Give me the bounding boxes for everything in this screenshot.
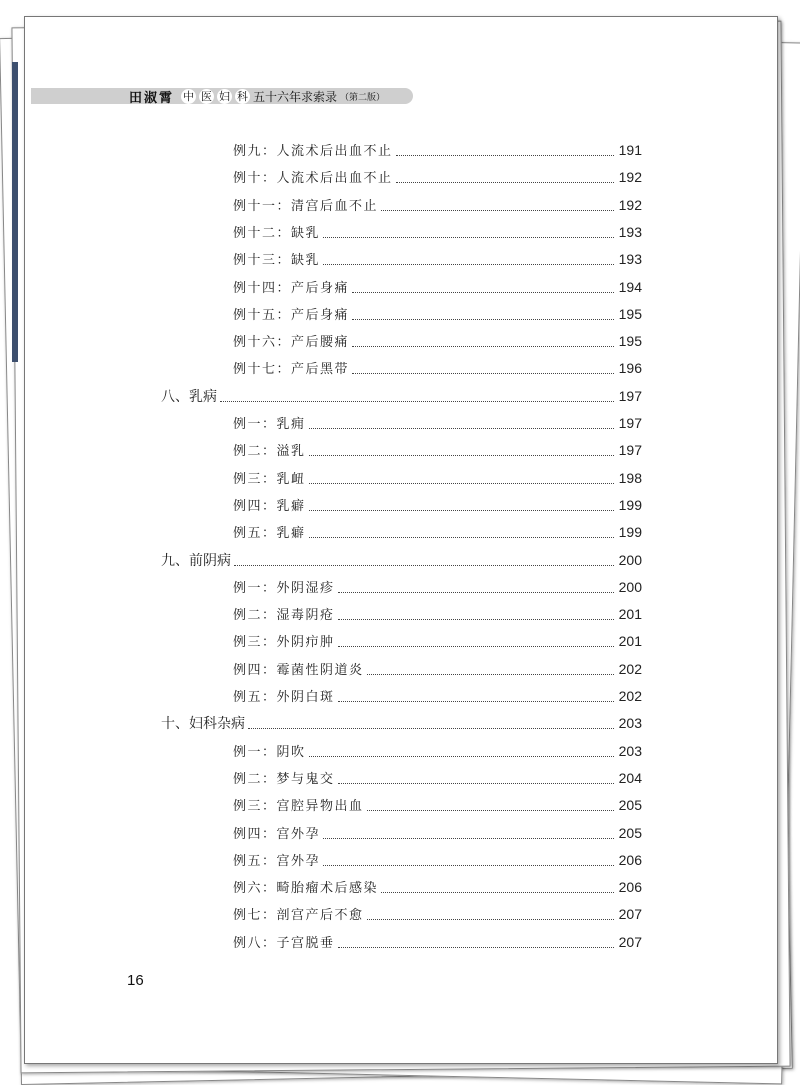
- toc-entry: [233, 522, 642, 542]
- entry-title: 例十三：缺乳: [233, 253, 321, 269]
- dot-leader: [309, 755, 614, 757]
- entry-page: 194: [618, 278, 642, 295]
- dot-leader: [323, 864, 614, 866]
- toc-entry: [233, 222, 642, 242]
- dot-leader: [323, 263, 614, 265]
- entry-page: 203: [618, 742, 642, 759]
- entry-title: 例二：溢乳: [233, 444, 306, 460]
- entry-title: 例十二：缺乳: [233, 225, 321, 241]
- entry-page: 201: [618, 633, 642, 650]
- entry-page: 192: [618, 196, 642, 213]
- entry-page: 197: [618, 415, 642, 431]
- entry-title: 例二：湿毒阴疮: [233, 608, 335, 624]
- entry-page: 193: [618, 223, 642, 240]
- toc-entry: [233, 631, 642, 651]
- toc-entry: [233, 413, 642, 433]
- toc-entry: [233, 741, 642, 761]
- toc-entry: [233, 823, 642, 843]
- toc-entry: [233, 249, 642, 269]
- entry-title: 例十七：产后黑带: [233, 362, 350, 378]
- toc-section: [161, 386, 642, 406]
- entry-page: 191: [618, 142, 642, 158]
- entry-page: 202: [618, 688, 642, 704]
- toc-entry: [233, 140, 642, 160]
- dot-leader: [338, 645, 614, 647]
- entry-title: 例一：乳痈: [233, 417, 306, 432]
- entry-title: 例三：外阴疖肿: [233, 635, 335, 651]
- book-title: 五十六年求索录: [253, 89, 338, 104]
- entry-page: 196: [618, 360, 642, 377]
- entry-title: 例三：宫腔异物出血: [233, 799, 364, 815]
- dot-leader: [338, 946, 614, 948]
- toc-entry: [233, 304, 642, 324]
- toc-entry: [233, 495, 642, 515]
- entry-title: 例十：人流术后出血不止: [233, 171, 393, 187]
- dot-leader: [309, 427, 614, 429]
- entry-page: 200: [618, 578, 642, 595]
- toc-entry: [233, 468, 642, 488]
- dot-leader: [352, 372, 614, 374]
- header-char: 医: [201, 89, 213, 103]
- entry-page: 207: [618, 906, 642, 923]
- toc-section: [161, 550, 642, 570]
- entry-page: 203: [618, 715, 642, 732]
- header-char: 中: [183, 89, 195, 103]
- entry-page: 205: [618, 797, 642, 814]
- toc-entry: [233, 659, 642, 679]
- header-char: 妇: [219, 89, 231, 103]
- entry-title: 例五：乳癖: [233, 526, 306, 542]
- entry-page: 204: [618, 769, 642, 786]
- cover-edge: [12, 62, 18, 362]
- toc-entry: [233, 440, 642, 460]
- dot-leader: [338, 591, 614, 593]
- entry-title: 十、妇科杂病: [161, 716, 245, 733]
- entry-title: 例五：宫外孕: [233, 853, 321, 869]
- dot-leader: [381, 209, 614, 211]
- entry-title: 例二：梦与鬼交: [233, 771, 335, 787]
- toc-entry: [233, 358, 642, 378]
- dot-leader: [396, 181, 614, 183]
- entry-title: 例五：外阴白斑: [233, 690, 335, 705]
- dot-leader: [220, 400, 614, 402]
- toc-entry: [233, 167, 642, 187]
- dot-leader: [367, 673, 614, 675]
- entry-title: 例十六：产后腰痛: [233, 335, 350, 351]
- entry-title: 例四：霉菌性阴道炎: [233, 662, 364, 678]
- book-page: [24, 16, 778, 1064]
- toc-section: [161, 713, 642, 733]
- entry-page: 206: [618, 879, 642, 896]
- entry-title: 例十五：产后身痛: [233, 307, 350, 323]
- header-char: 科: [237, 89, 249, 103]
- entry-page: 193: [618, 251, 642, 268]
- author-name: 田淑霄: [129, 90, 175, 106]
- entry-title: 例九：人流术后出血不止: [233, 144, 393, 159]
- dot-leader: [381, 891, 614, 893]
- dot-leader: [309, 454, 614, 456]
- running-header: [129, 88, 385, 104]
- dot-leader: [338, 618, 614, 620]
- entry-page: 206: [618, 851, 642, 868]
- dot-leader: [323, 837, 614, 839]
- entry-title: 例一：外阴湿疹: [233, 580, 335, 596]
- toc-entry: [233, 850, 642, 870]
- toc-entry: [233, 932, 642, 952]
- dot-leader: [234, 564, 614, 566]
- entry-title: 八、乳病: [161, 388, 217, 405]
- entry-title: 例一：阴吹: [233, 744, 306, 760]
- dot-leader: [309, 536, 614, 538]
- entry-title: 例八：子宫脱垂: [233, 935, 335, 951]
- toc-entry: [233, 331, 642, 351]
- dot-leader: [352, 318, 614, 320]
- dot-leader: [338, 700, 614, 702]
- entry-page: 201: [618, 606, 642, 623]
- toc-entry: [233, 904, 642, 924]
- dot-leader: [367, 918, 614, 920]
- entry-page: 197: [618, 387, 642, 404]
- entry-page: 197: [618, 442, 642, 459]
- toc-entry: [233, 686, 642, 706]
- entry-page: 199: [618, 496, 642, 513]
- dot-leader: [309, 482, 614, 484]
- entry-page: 205: [618, 824, 642, 841]
- dot-leader: [352, 291, 614, 293]
- entry-title: 例六：畸胎瘤术后感染: [233, 881, 379, 897]
- entry-title: 例四：宫外孕: [233, 826, 321, 842]
- entry-page: 202: [618, 660, 642, 677]
- entry-title: 例七：剖宫产后不愈: [233, 908, 364, 924]
- toc-entry: [233, 768, 642, 788]
- dot-leader: [338, 782, 614, 784]
- entry-title: 例三：乳衄: [233, 471, 306, 487]
- toc-entry: [233, 277, 642, 297]
- entry-page: 195: [618, 333, 642, 350]
- entry-page: 198: [618, 469, 642, 486]
- dot-leader: [352, 345, 614, 347]
- entry-page: 199: [618, 524, 642, 541]
- entry-title: 例四：乳癖: [233, 498, 306, 514]
- toc-entry: [233, 577, 642, 597]
- dot-leader: [323, 236, 614, 238]
- page-number: 16: [127, 972, 144, 989]
- entry-page: 207: [618, 933, 642, 950]
- dot-leader: [367, 809, 614, 811]
- edition: （第二版）: [340, 92, 386, 103]
- entry-title: 例十四：产后身痛: [233, 280, 350, 296]
- dot-leader: [248, 727, 614, 729]
- entry-title: 例十一：清宫后血不止: [233, 198, 379, 214]
- entry-title: 九、前阴病: [161, 552, 231, 569]
- entry-page: 195: [618, 305, 642, 322]
- dot-leader: [396, 154, 614, 156]
- dot-leader: [309, 509, 614, 511]
- toc-entry: [233, 877, 642, 897]
- toc-entry: [233, 195, 642, 215]
- entry-page: 200: [618, 551, 642, 568]
- entry-page: 192: [618, 169, 642, 186]
- toc-entry: [233, 795, 642, 815]
- toc-entry: [233, 604, 642, 624]
